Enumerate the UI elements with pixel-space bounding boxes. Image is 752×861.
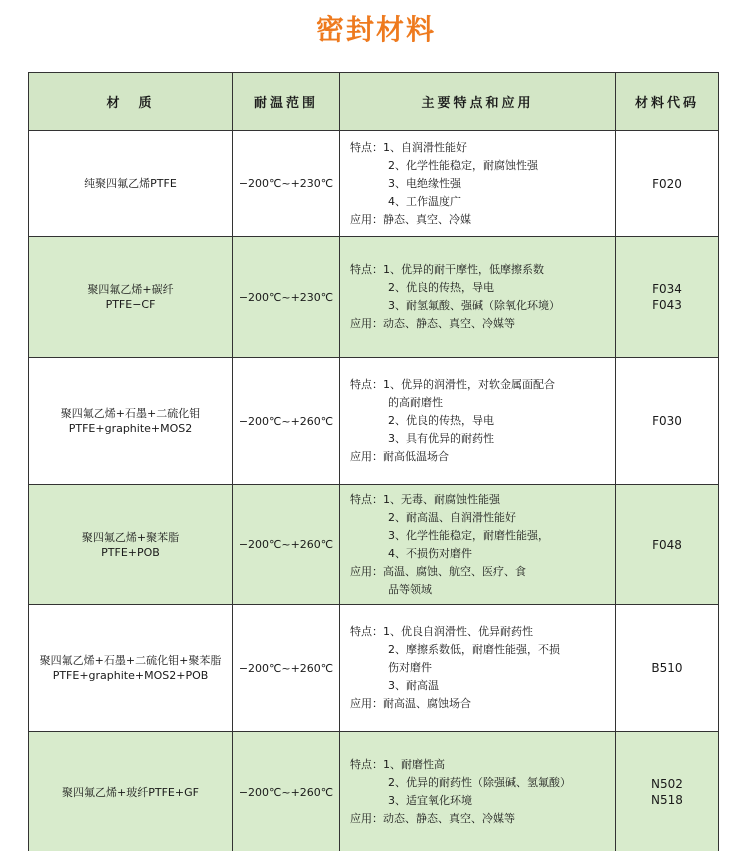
header-material: 材 质	[29, 73, 233, 131]
material-code: F048	[652, 537, 682, 552]
features-cell	[340, 358, 616, 485]
header-row	[29, 73, 719, 131]
temp-range-cell: −200℃~+260℃	[233, 485, 340, 605]
feature-line: 品等领域	[388, 582, 432, 596]
features-cell	[340, 131, 616, 237]
header-features: 主要特点和应用	[340, 73, 616, 131]
features-cell	[340, 237, 616, 358]
temp-range-cell: −200℃~+230℃	[233, 131, 340, 237]
feature-line: 3、耐高温	[388, 679, 439, 692]
material-name: PTFE+POB	[101, 545, 160, 559]
header-temp-range: 耐温范围	[233, 73, 340, 131]
features-cell	[340, 605, 616, 732]
feature-line: 应用：高温、腐蚀、航空、医疗、食	[350, 564, 526, 578]
material-code-cell	[616, 358, 719, 485]
feature-line: 特点：1、优异的耐干摩性，低摩擦系数	[350, 263, 544, 276]
material-code: F034	[652, 282, 682, 296]
feature-line: 特点：1、自润滑性能好	[350, 140, 467, 154]
feature-line: 的高耐磨性	[388, 396, 443, 409]
feature-line: 2、化学性能稳定，耐腐蚀性强	[388, 158, 538, 172]
table-row	[29, 732, 719, 853]
feature-line: 3、适宜氧化环境	[388, 794, 472, 807]
material-name: 纯聚四氟乙烯PTFE	[84, 177, 177, 190]
features-cell	[340, 732, 616, 853]
feature-line: 4、不损伤对磨件	[388, 546, 472, 560]
feature-line: 应用：动态、静态、真空、冷媒等	[350, 317, 515, 330]
feature-line: 3、耐氢氟酸、强碱（除氧化环境）	[388, 299, 560, 312]
material-name: PTFE+graphite+MOS2	[68, 422, 193, 435]
feature-line: 4、工作温度广	[388, 194, 461, 208]
feature-line: 特点：1、优异的润滑性，对软金属面配合	[350, 378, 555, 391]
material-code-cell	[616, 237, 719, 358]
material-code-cell	[616, 605, 719, 732]
feature-line: 3、电绝缘性强	[388, 176, 461, 190]
material-name: 聚四氟乙烯+玻纤PTFE+GF	[62, 785, 199, 799]
feature-line: 特点：1、优良自润滑性、优异耐药性	[350, 625, 533, 638]
header-material-code: 材料代码	[616, 73, 719, 131]
material-code-cell	[616, 131, 719, 237]
feature-line: 应用：静态、真空、冷媒	[350, 212, 471, 226]
feature-line: 3、化学性能稳定，耐磨性能强，	[388, 528, 549, 542]
material-cell	[29, 485, 233, 605]
temp-range-cell: −200℃~+260℃	[233, 358, 340, 485]
bottom-margin	[0, 851, 752, 861]
material-name: 聚四氟乙烯+聚苯脂	[81, 530, 180, 544]
table-row	[29, 237, 719, 358]
material-cell	[29, 358, 233, 485]
material-name: PTFE−CF	[105, 298, 156, 311]
seal-materials-table	[28, 72, 719, 853]
temp-range-cell: −200℃~+260℃	[233, 605, 340, 732]
feature-line: 2、优良的传热，导电	[388, 414, 494, 427]
feature-line: 特点：1、耐磨性高	[350, 758, 445, 771]
table-row	[29, 131, 719, 237]
material-cell	[29, 605, 233, 732]
feature-line: 2、耐高温、自润滑性能好	[388, 510, 516, 524]
material-code: N502	[651, 777, 683, 791]
feature-line: 2、优异的耐药性（除强碱、氢氟酸）	[388, 776, 571, 789]
material-code: B510	[651, 661, 683, 675]
table-row	[29, 358, 719, 485]
material-name: 聚四氟乙烯+石墨+二硫化钼	[60, 407, 201, 420]
material-cell	[29, 131, 233, 237]
material-code: F020	[652, 176, 682, 191]
material-code-cell	[616, 485, 719, 605]
feature-line: 应用：动态、静态、真空、冷媒等	[350, 812, 515, 825]
feature-line: 3、具有优异的耐药性	[388, 432, 494, 445]
material-code: N518	[651, 793, 683, 807]
feature-line: 应用：耐高温、腐蚀场合	[350, 697, 471, 710]
feature-line: 伤对磨件	[388, 661, 432, 674]
material-name: PTFE+graphite+MOS2+POB	[52, 669, 209, 682]
material-cell	[29, 237, 233, 358]
feature-line: 2、摩擦系数低，耐磨性能强，不损	[388, 643, 560, 656]
material-cell	[29, 732, 233, 853]
material-name: 聚四氟乙烯+碳纤	[87, 283, 174, 296]
temp-range-cell: −200℃~+260℃	[233, 732, 340, 853]
page-title: 密封材料	[315, 13, 436, 46]
material-code: F043	[652, 298, 682, 312]
feature-line: 2、优良的传热，导电	[388, 281, 494, 294]
table-row	[29, 605, 719, 732]
feature-line: 特点：1、无毒、耐腐蚀性能强	[350, 492, 500, 506]
temp-range-cell: −200℃~+230℃	[233, 237, 340, 358]
table-row	[29, 485, 719, 605]
material-code-cell	[616, 732, 719, 853]
features-cell	[340, 485, 616, 605]
material-code: F030	[652, 414, 682, 428]
feature-line: 应用：耐高低温场合	[350, 450, 449, 463]
material-name: 聚四氟乙烯+石墨+二硫化钼+聚苯脂	[39, 654, 222, 667]
